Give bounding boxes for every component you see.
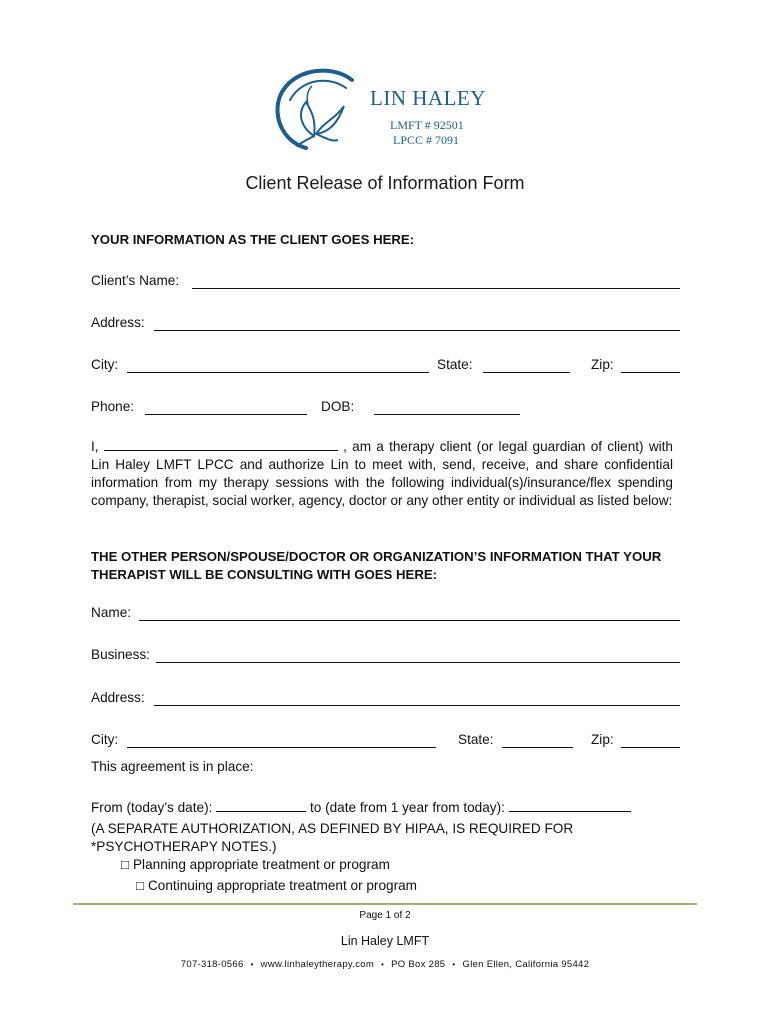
client-phone-field[interactable] (145, 414, 307, 415)
footer-contact (0, 959, 770, 970)
client-section-heading: YOUR INFORMATION AS THE CLIENT GOES HERE: (91, 232, 415, 247)
other-business-field[interactable] (156, 662, 680, 663)
other-name-field[interactable] (139, 620, 680, 621)
client-dob-label: DOB: (321, 399, 355, 414)
other-business-label: Business: (91, 647, 150, 662)
footer-separator: • (381, 960, 385, 969)
client-state-field[interactable] (483, 372, 570, 373)
footer-po-box: PO Box 285 (391, 959, 446, 970)
other-business-row (91, 647, 680, 665)
footer-separator: • (250, 960, 254, 969)
other-name-row (91, 605, 680, 623)
client-zip-field[interactable] (621, 372, 680, 373)
client-state-label: State: (437, 357, 473, 372)
client-full-name-field[interactable] (104, 438, 338, 451)
form-title: Client Release of Information Form (245, 173, 525, 193)
option-continuing-checkbox[interactable]: □ Continuing appropriate treatment or program (136, 878, 417, 893)
from-date-label: From (today’s date): (91, 800, 213, 815)
other-city-field[interactable] (127, 747, 436, 748)
other-city-label: City: (91, 732, 119, 747)
to-date-label: to (date from 1 year from today): (309, 800, 505, 815)
other-address-field[interactable] (154, 705, 680, 706)
hipaa-note: (A SEPARATE AUTHORIZATION, AS DEFINED BY HIPAA, IS REQUIRED FOR *PSYCHOTHERAPY NOTES.) (91, 821, 574, 854)
client-name-field[interactable] (192, 288, 680, 289)
client-phone-row (91, 399, 680, 417)
other-zip-label: Zip: (591, 732, 614, 747)
agreement-dates-row (91, 799, 631, 815)
authorization-prefix: I, (91, 439, 99, 454)
other-state-label: State: (458, 732, 494, 747)
footer-location: Glen Ellen, California 95442 (462, 959, 590, 970)
logo (272, 66, 512, 156)
footer-name: Lin Haley LMFT (340, 934, 430, 948)
page-number: Page 1 of 2 (359, 910, 411, 921)
client-phone-label: Phone: (91, 399, 135, 414)
client-zip-label: Zip: (591, 357, 614, 372)
authorization-paragraph (91, 438, 673, 510)
authorization-text: , am a therapy client (or legal guardian of client) with Lin Haley LMFT LPCC and authorize Lin to meet with, send, receive, and share confidential information from my therapy sessions with the following individual(s)/insurance/flex spending company, therapist, social worker, agency, doctor or any other entity or individual as listed below: (91, 439, 673, 508)
other-address-row (91, 690, 680, 708)
client-dob-field[interactable] (374, 414, 520, 415)
other-zip-field[interactable] (621, 747, 680, 748)
other-section-heading: THE OTHER PERSON/SPOUSE/DOCTOR OR ORGANIZATION’S INFORMATION THAT YOUR THERAPIST WILL BE CONSULTING WITH GOES HERE: (91, 549, 662, 582)
client-address-field[interactable] (154, 330, 680, 331)
butterfly-logo-icon (272, 66, 358, 152)
client-city-label: City: (91, 357, 119, 372)
logo-name: LIN HALEY (370, 86, 486, 110)
logo-credential-lmft: LMFT # 92501 (390, 118, 464, 132)
footer-phone: 707-318-0566 (180, 959, 244, 970)
option-planning-checkbox[interactable]: □ Planning appropriate treatment or program (121, 857, 390, 872)
client-name-label: Client’s Name: (91, 273, 180, 288)
client-address-label: Address: (91, 315, 145, 330)
other-city-row (91, 732, 680, 750)
agreement-intro: This agreement is in place: (91, 759, 254, 774)
logo-credential-lpcc: LPCC # 7091 (393, 133, 460, 147)
footer-divider (73, 903, 697, 905)
footer-separator: • (452, 960, 456, 969)
client-address-row (91, 315, 680, 333)
other-state-field[interactable] (502, 747, 573, 748)
footer-website: www.linhaleytherapy.com (260, 959, 375, 970)
other-name-label: Name: (91, 605, 132, 620)
to-date-field[interactable] (509, 799, 631, 812)
client-city-field[interactable] (127, 372, 429, 373)
client-name-row (91, 273, 680, 291)
from-date-field[interactable] (216, 799, 306, 812)
client-city-row (91, 357, 680, 375)
other-address-label: Address: (91, 690, 145, 705)
